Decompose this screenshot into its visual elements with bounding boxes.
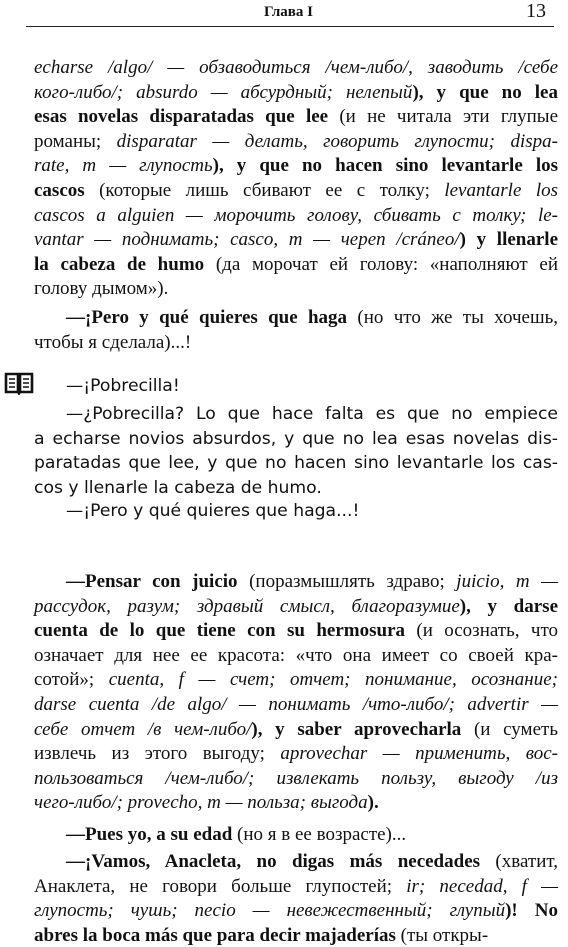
text-line	[34, 229, 558, 251]
text-line	[34, 106, 558, 128]
text-segment: disparatar — делать, говорить глупости; dispa-	[116, 130, 558, 152]
text-line	[66, 500, 558, 522]
text-segment: —Pues yo, a su edad	[66, 824, 233, 845]
text-segment: a echarse novios absurdos, y que no lea esas novelas dis-	[34, 428, 558, 449]
text-line	[34, 205, 558, 227]
text-segment: романы;	[34, 130, 117, 152]
text-segment: кого-либо/; absurdo — абсурдный; нелепый	[34, 81, 413, 103]
text-line	[34, 131, 558, 153]
text-segment: —¡Vamos, Anacleta, no digas más necedades	[66, 851, 481, 872]
text-segment: пользоваться /чем-либо/; извлекать пользу, выгоду /из	[34, 767, 558, 789]
text-segment: Анаклета, не говори больше глупостей;	[34, 875, 407, 897]
text-segment: себе отчет /в чем-либо/	[34, 718, 252, 740]
text-segment: извлечь из этого выгоду;	[34, 743, 281, 765]
text-line	[34, 719, 558, 741]
text-segment: vantar — поднимать; casco, m — череп /cráneo/	[34, 229, 460, 251]
text-segment: (и не читала эти глупые	[328, 106, 558, 128]
text-segment: (хватит,	[480, 851, 559, 872]
text-line	[34, 428, 558, 450]
text-segment: ), y que no hacen sino levantarle los	[212, 155, 559, 177]
text-segment: la cabeza de humo	[34, 253, 205, 275]
text-line	[34, 900, 558, 922]
text-segment: levantarle los	[444, 180, 558, 201]
text-segment: (и суметь	[461, 718, 558, 740]
text-segment: глупость; чушь; necio — невежественный; глупый	[34, 900, 506, 922]
text-segment: —¡Pero y qué quieres que haga...!	[66, 501, 360, 521]
text-segment: чего-либо/; provecho, m — польза; выгода	[34, 792, 368, 814]
text-segment: (но я в ее возрасте)...	[232, 824, 407, 845]
text-line	[66, 403, 558, 425]
text-segment: cos y llenarle la cabeza de humo.	[34, 477, 322, 498]
text-segment: сотой»;	[34, 669, 109, 691]
text-line	[34, 155, 558, 177]
text-segment: ).	[367, 792, 379, 814]
text-segment: echarse /algo/ — обзаводиться /чем-либо/, заводить /себе	[34, 57, 558, 78]
text-segment: ), y que no lea	[412, 81, 558, 103]
text-line	[34, 743, 558, 765]
text-segment: (поразмышлять здраво;	[237, 571, 457, 592]
text-line	[34, 694, 558, 716]
text-line	[34, 925, 558, 947]
text-line	[34, 620, 558, 642]
text-line	[34, 596, 558, 618]
text-line	[34, 669, 558, 691]
text-segment: rate, m — глупость	[34, 155, 213, 177]
text-segment: )! No	[505, 900, 558, 922]
text-line	[66, 375, 558, 397]
text-segment: aprovechar — применить, вос-	[280, 743, 558, 765]
page-number: 13	[526, 0, 546, 22]
text-line	[66, 851, 558, 873]
text-segment: (и осознать, что	[405, 620, 559, 642]
text-line	[34, 645, 558, 667]
text-segment: —¡Pero y qué quieres que haga	[66, 307, 348, 328]
text-segment: голову дымом»).	[34, 278, 169, 300]
text-segment: ), y darse	[459, 595, 558, 617]
text-line	[34, 278, 558, 300]
text-segment: —¡Pobrecilla!	[66, 376, 180, 396]
text-segment: cuenta de lo que tiene con su hermosura	[34, 620, 406, 642]
text-segment: cuenta, f — счет; отчет; понимание, осознание;	[108, 669, 558, 691]
text-segment: ), y saber aprovecharla	[251, 718, 462, 740]
text-line	[66, 824, 558, 846]
text-segment: cascos a alguien — морочить голову, сбивать с толку; le-	[34, 204, 558, 226]
text-segment: esas novelas disparatadas que lee	[34, 106, 329, 128]
text-line	[34, 876, 558, 898]
text-line	[34, 332, 558, 354]
text-segment: —Pensar con juicio	[66, 571, 238, 592]
text-segment: paratadas que lee, y que no hacen sino levantarle los cas-	[34, 453, 558, 474]
text-segment: abres la boca más que para decir majaderías	[34, 924, 396, 946]
text-segment: cascos	[34, 180, 85, 201]
text-line	[34, 180, 558, 202]
text-segment: darse cuenta /de algo/ — понимать /что-либо/; advertir —	[34, 694, 558, 715]
text-segment: означает для нее ее красота: «что она имеет со своей кра-	[34, 644, 558, 666]
text-segment: juicio, m —	[456, 571, 558, 592]
text-segment: (да морочат ей голову: «наполняют ей	[204, 253, 558, 275]
text-line	[34, 452, 558, 474]
text-line	[34, 768, 558, 790]
text-line	[66, 307, 558, 329]
text-line	[34, 254, 558, 276]
text-segment: —¿Pobrecilla? Lo que hace falta es que no empiece	[66, 404, 558, 424]
text-segment: (ты откры-	[395, 924, 489, 946]
text-segment: ir; necedad, f —	[406, 875, 558, 897]
text-segment: (которые лишь сбивают ее с толку;	[84, 180, 445, 201]
text-line	[34, 792, 558, 814]
text-line	[34, 57, 558, 79]
text-line	[34, 82, 558, 104]
text-segment: рассудок, разум; здравый смысл, благоразумие	[34, 595, 460, 617]
text-segment: (но что же ты хочешь,	[347, 307, 558, 328]
page-header	[26, 0, 554, 27]
text-segment: ) y llenarle	[459, 229, 559, 251]
chapter-title: Глава I	[264, 4, 313, 20]
text-segment: чтобы я сделала)...!	[34, 331, 192, 353]
text-line	[66, 571, 558, 593]
text-line	[34, 477, 558, 499]
open-book-icon	[4, 371, 34, 395]
